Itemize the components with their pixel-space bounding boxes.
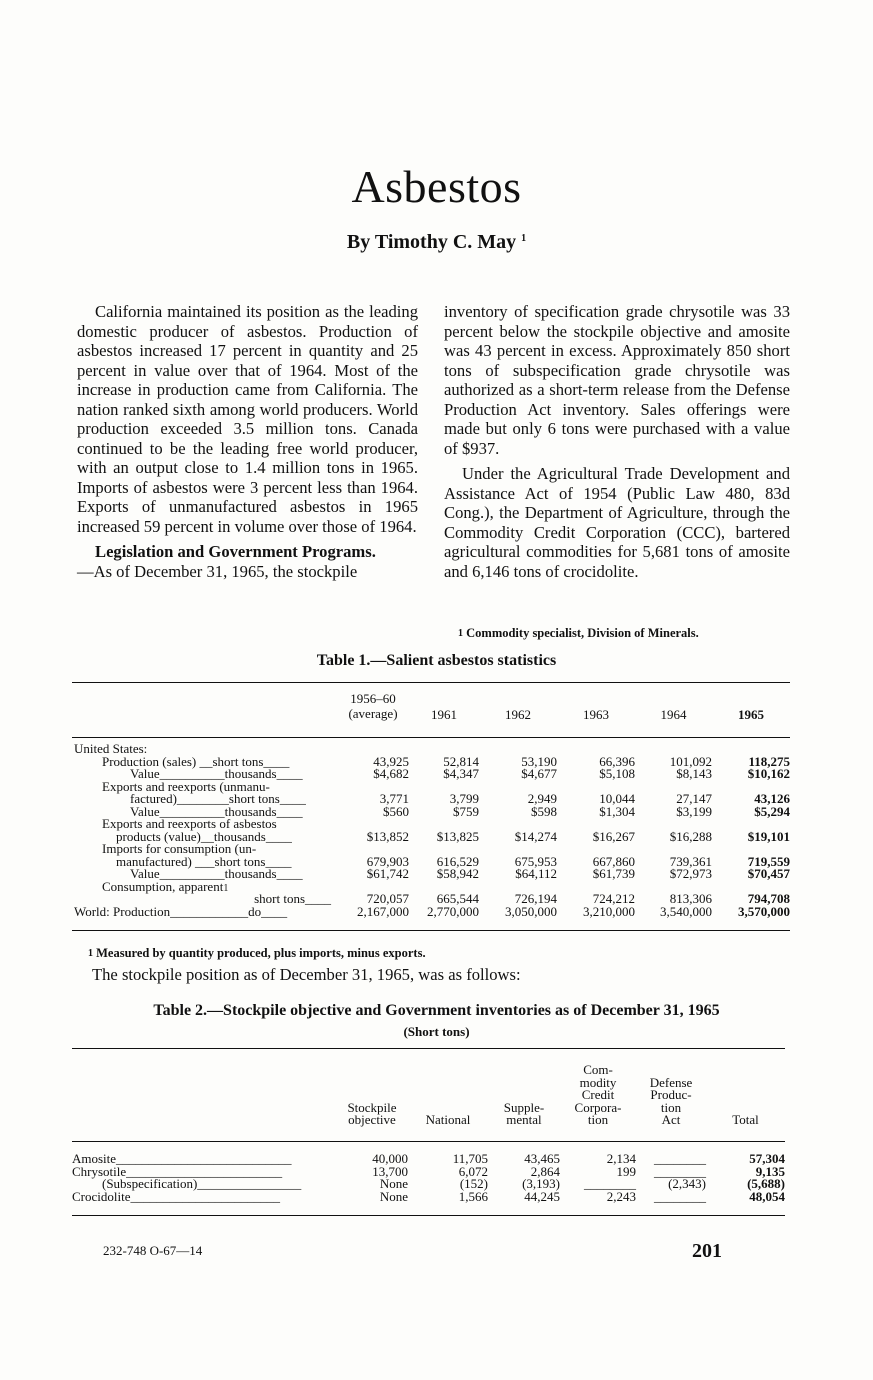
table1-header-rule xyxy=(72,737,790,738)
table-cell: $4,677 xyxy=(521,766,557,781)
table-cell: 43,126 xyxy=(754,791,790,806)
table1-col-1965: 1965 xyxy=(738,706,764,722)
table-cell: 1,566 xyxy=(458,1188,488,1204)
table2-subcaption: (Short tons) xyxy=(403,1024,470,1039)
table-cell: 48,054 xyxy=(749,1188,785,1204)
table-cell: 57,304 xyxy=(749,1151,785,1166)
table-row xyxy=(72,1191,785,1204)
table1-col-1963: 1963 xyxy=(583,706,609,722)
table-cell: 43,925 xyxy=(373,753,409,769)
table-cell: $61,742 xyxy=(366,866,409,881)
stockpile-intro-text: The stockpile position as of December 31, 1965, was as follows: xyxy=(92,965,521,984)
table2-header-row xyxy=(72,1064,785,1127)
table1-header-row xyxy=(72,691,790,721)
table-cell: (2,343) xyxy=(668,1176,706,1191)
table2-top-rule xyxy=(72,1048,785,1049)
table-cell: 43,465 xyxy=(524,1151,560,1166)
author-footnote-marker: 1 xyxy=(458,628,463,639)
table-cell: ________ xyxy=(654,1163,706,1179)
byline xyxy=(0,231,873,254)
table-cell: 726,194 xyxy=(514,891,557,906)
row-label: Value__________thousands____ xyxy=(130,766,303,781)
table-cell: 40,000 xyxy=(372,1151,408,1166)
table-cell: $4,682 xyxy=(373,766,409,781)
table2-col-total: Total xyxy=(732,1112,759,1127)
row-label: Production (sales) __short tons____ xyxy=(102,753,290,769)
row-label: World: Production____________do____ xyxy=(74,903,288,919)
table-cell: 667,860 xyxy=(592,853,635,869)
table-cell: $8,143 xyxy=(676,766,712,781)
legislation-text: —As of December 31, 1965, the stockpile xyxy=(77,561,358,581)
row-label: Amosite___________________________ xyxy=(72,1151,292,1166)
table2-col-national: National xyxy=(425,1112,471,1127)
table-cell: 66,396 xyxy=(599,753,635,769)
table-cell: $10,162 xyxy=(747,766,790,781)
table-cell: None xyxy=(379,1176,408,1191)
table-cell: 6,072 xyxy=(458,1163,488,1179)
table2-col-dpa: Defense Produc- tion Act xyxy=(649,1074,693,1127)
table-cell: 118,275 xyxy=(748,753,790,769)
row-label: Consumption, apparent$^1$ xyxy=(102,878,229,894)
table1-caption: Table 1.—Salient asbestos statistics xyxy=(316,652,557,669)
table-cell: 720,057 xyxy=(366,891,409,906)
table2-col-supplemental: Supple- mental xyxy=(503,1099,545,1127)
table2-header xyxy=(72,1064,785,1127)
table-cell: $72,973 xyxy=(669,866,712,881)
table-row xyxy=(72,906,790,919)
table1-header xyxy=(72,691,790,721)
table1-top-rule xyxy=(72,682,790,683)
row-label: (Subspecification)________________ xyxy=(102,1176,302,1191)
table-cell: 2,864 xyxy=(530,1163,560,1179)
article-title: Asbestos xyxy=(351,161,522,212)
row-label: short tons____ xyxy=(254,891,331,906)
table-cell: 794,708 xyxy=(747,891,790,906)
barter-paragraph: Under the Agricultural Trade Development and Assistance Act of 1954 (Public Law 480, 83d Cong.), the Department of Agriculture, through the Commodity Credit Corporation (CCC), bartered agricultural commodities for 5,681 tons of amosite and 6,146 tons of crocidolite. xyxy=(444,464,790,581)
table-cell: $13,825 xyxy=(436,828,479,844)
table-cell: $1,304 xyxy=(599,803,635,819)
author-name: By Timothy C. May xyxy=(346,231,517,253)
row-label: manufactured) ___short tons____ xyxy=(116,853,292,869)
table-cell: 3,799 xyxy=(449,791,479,806)
table-cell: 665,544 xyxy=(436,891,479,906)
table-cell: $13,852 xyxy=(366,828,409,844)
table-cell: ________ xyxy=(584,1176,636,1191)
table1-col-1961: 1961 xyxy=(431,706,457,722)
table-cell: 2,949 xyxy=(527,791,557,806)
table-cell: 679,903 xyxy=(366,853,409,869)
table-cell: $58,942 xyxy=(436,866,479,881)
table-cell: 11,705 xyxy=(452,1151,488,1166)
table-cell: 3,050,000 xyxy=(505,903,557,919)
table-cell: $5,108 xyxy=(599,766,635,781)
table-cell: $4,347 xyxy=(443,766,479,781)
table-cell: $14,274 xyxy=(514,828,557,844)
table-cell: $598 xyxy=(531,803,557,819)
table-cell: 27,147 xyxy=(676,791,712,806)
table2-col-stockpile: Stockpile objective xyxy=(347,1099,397,1127)
intro-paragraph: California maintained its position as the leading domestic producer of asbestos. Production of asbestos increased 17 percent in quantity and 25 percent in value over that of 1964. Most of the increase in production came from California. The nation ranked sixth among world producers. World production exceeded 3.5 million tons. Canada continued to be the leading free world producer, with an output close to 1.4 million tons in 1965. Imports of asbestos were 3 percent less than 1964. Exports of unmanufactured asbestos in 1965 increased 59 percent in volume over those of 1964. xyxy=(77,302,418,536)
table-cell: $759 xyxy=(453,803,479,819)
table1-col-1962: 1962 xyxy=(505,706,531,722)
table-cell: (3,193) xyxy=(522,1176,560,1191)
table-cell: 3,540,000 xyxy=(660,903,712,919)
print-code: 232-748 O-67—14 xyxy=(103,1243,203,1258)
legislation-heading: Legislation and Government Programs. xyxy=(95,542,376,561)
body-column-right xyxy=(444,302,790,581)
table-cell: 719,559 xyxy=(747,853,790,869)
table-cell: 724,212 xyxy=(592,891,635,906)
table-cell: 101,092 xyxy=(669,753,712,769)
table-cell: 2,134 xyxy=(606,1151,636,1166)
table-cell: 813,306 xyxy=(669,891,712,906)
table-cell: $16,267 xyxy=(592,828,635,844)
table1-footnote xyxy=(88,946,426,961)
byline-footnote-marker: 1 xyxy=(521,233,527,244)
table1-col-1956-60: 1956–60 (average) xyxy=(348,691,398,721)
table-cell: $70,457 xyxy=(747,866,790,881)
table-cell: 739,361 xyxy=(669,853,712,869)
table-cell: 10,044 xyxy=(599,791,635,806)
table-cell: 2,770,000 xyxy=(427,903,479,919)
table2-caption: Table 2.—Stockpile objective and Government inventories as of December 31, 1965 xyxy=(153,1002,720,1019)
table-cell: (152) xyxy=(459,1176,488,1191)
row-label: factured)________short tons____ xyxy=(130,791,306,806)
table-cell: (5,688) xyxy=(747,1176,785,1191)
table-cell: 53,190 xyxy=(521,753,557,769)
table-cell: None xyxy=(379,1188,408,1204)
legislation-paragraph xyxy=(77,542,418,581)
row-label: Chrysotile________________________ xyxy=(72,1163,283,1179)
row-label: Exports and reexports (unmanu- xyxy=(102,778,270,794)
table-cell: 2,167,000 xyxy=(357,903,409,919)
table-cell: $16,288 xyxy=(669,828,712,844)
row-label: Exports and reexports of asbestos xyxy=(102,816,277,831)
table-cell: $61,739 xyxy=(592,866,635,881)
table1-col-1964: 1964 xyxy=(660,706,687,722)
table-cell: $560 xyxy=(383,803,409,819)
row-label: Crocidolite_______________________ xyxy=(72,1188,280,1204)
row-label: Value__________thousands____ xyxy=(130,803,303,819)
table-cell: ________ xyxy=(654,1188,706,1204)
table2-body xyxy=(72,1153,785,1203)
table2-col-ccc: Com- modity Credit Corpora- tion xyxy=(574,1062,622,1127)
row-label: Value__________thousands____ xyxy=(130,866,303,881)
table-cell: 44,245 xyxy=(524,1188,560,1204)
table-cell: 3,570,000 xyxy=(738,903,790,919)
table1-footnote-text: Measured by quantity produced, plus imports, minus exports. xyxy=(96,946,426,960)
table-cell: 675,953 xyxy=(514,853,557,869)
table2-header-rule xyxy=(72,1141,785,1142)
table-cell: $64,112 xyxy=(515,866,557,881)
author-footnote-text: Commodity specialist, Division of Minerals. xyxy=(466,626,699,640)
row-label: products (value)__thousands____ xyxy=(116,828,292,844)
author-footnote xyxy=(458,626,699,641)
table-cell: 616,529 xyxy=(436,853,479,869)
table-cell: $19,101 xyxy=(747,828,790,844)
table-cell: ________ xyxy=(654,1151,706,1166)
table1-footnote-marker: 1 xyxy=(88,948,93,959)
table-cell: 9,135 xyxy=(755,1163,785,1179)
row-label: United States: xyxy=(74,741,148,756)
table-cell: 3,210,000 xyxy=(583,903,635,919)
table-cell: 13,700 xyxy=(372,1163,408,1179)
table-cell: 199 xyxy=(616,1163,636,1179)
table-cell: 2,243 xyxy=(606,1188,636,1204)
table2-bottom-rule xyxy=(72,1215,785,1216)
table1-body xyxy=(72,743,790,918)
table-cell: 52,814 xyxy=(443,753,479,769)
row-label: Imports for consumption (un- xyxy=(102,841,257,856)
table-cell: $5,294 xyxy=(754,803,790,819)
inventory-paragraph: inventory of specification grade chrysotile was 33 percent below the stockpile objective and amosite was 43 percent in excess. Approximately 850 short tons of subspecification grade chrysotile was authorized as a short-term release from the Defense Production Act inventory. Sales offerings were made but only 6 tons were purchased with a value of $937. xyxy=(444,302,790,458)
page-number: 201 xyxy=(692,1240,722,1262)
table-cell: 3,771 xyxy=(379,791,409,806)
body-column-left xyxy=(77,302,418,581)
table1-bottom-rule xyxy=(72,930,790,931)
table-cell: $3,199 xyxy=(676,803,712,819)
